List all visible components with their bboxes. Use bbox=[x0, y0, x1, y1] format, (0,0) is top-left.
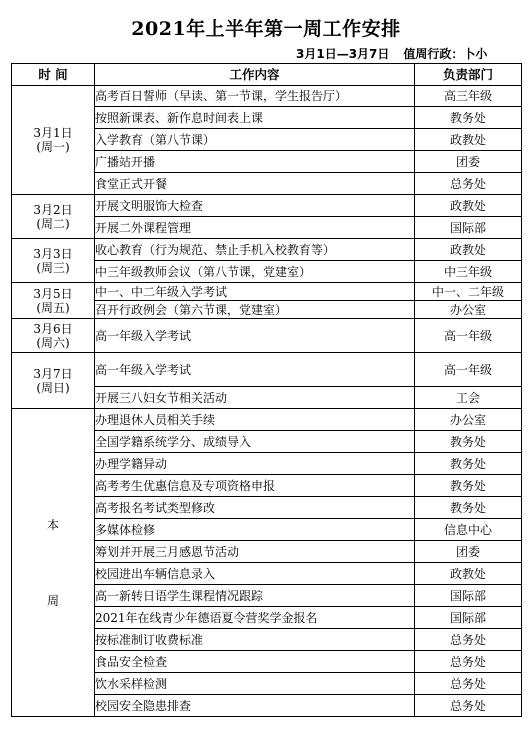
header-row bbox=[12, 64, 522, 86]
table-row bbox=[12, 195, 522, 217]
this-week-cell bbox=[12, 409, 95, 717]
department: 教务处 bbox=[415, 475, 522, 497]
department: 总务处 bbox=[415, 651, 522, 673]
header-content: 工作内容 bbox=[95, 64, 415, 86]
department: 政教处 bbox=[415, 195, 522, 217]
department: 国际部 bbox=[415, 607, 522, 629]
work-content: 开展三八妇女节相关活动 bbox=[95, 387, 415, 409]
work-content: 中三年级教师会议（第八节课，党建室） bbox=[95, 261, 415, 283]
date-cell bbox=[12, 319, 95, 353]
date-label: 3月6日 bbox=[33, 321, 73, 336]
table-row bbox=[12, 283, 522, 301]
department: 高一年级 bbox=[415, 319, 522, 353]
department: 总务处 bbox=[415, 629, 522, 651]
work-content: 食堂正式开餐 bbox=[95, 173, 415, 195]
work-content: 高考百日誓师（早读、第一节课，学生报告厅） bbox=[95, 86, 415, 107]
date-cell bbox=[12, 86, 95, 195]
department: 总务处 bbox=[415, 695, 522, 717]
duty-label: 值周行政： bbox=[403, 47, 464, 61]
date-cell bbox=[12, 239, 95, 283]
work-content: 高一新转日语学生课程情况跟踪 bbox=[95, 585, 415, 607]
department: 团委 bbox=[415, 541, 522, 563]
this-week-label bbox=[12, 518, 94, 608]
weekday-label: (周六) bbox=[36, 335, 70, 350]
date-label: 3月3日 bbox=[33, 246, 73, 261]
department: 中一、二年级 bbox=[415, 283, 522, 301]
department: 总务处 bbox=[415, 673, 522, 695]
weekday-label: (周日) bbox=[36, 380, 70, 395]
work-content: 高考报名考试类型修改 bbox=[95, 497, 415, 519]
work-content: 校园安全隐患排查 bbox=[95, 695, 415, 717]
department: 教务处 bbox=[415, 431, 522, 453]
department: 高一年级 bbox=[415, 353, 522, 387]
department: 教务处 bbox=[415, 107, 522, 129]
this-week-char: 周 bbox=[46, 593, 59, 608]
work-content: 按标准制订收费标准 bbox=[95, 629, 415, 651]
work-content: 入学教育（第八节课） bbox=[95, 129, 415, 151]
date-cell bbox=[12, 195, 95, 239]
table-row bbox=[12, 86, 522, 107]
work-content: 开展文明服饰大检查 bbox=[95, 195, 415, 217]
department: 国际部 bbox=[415, 585, 522, 607]
work-content: 开展二外课程管理 bbox=[95, 217, 415, 239]
schedule-table bbox=[11, 63, 522, 717]
work-content: 收心教育（行为规范、禁止手机入校教育等） bbox=[95, 239, 415, 261]
work-content: 校园进出车辆信息录入 bbox=[95, 563, 415, 585]
department: 政教处 bbox=[415, 129, 522, 151]
department: 教务处 bbox=[415, 497, 522, 519]
date-cell bbox=[12, 353, 95, 409]
subtitle-line bbox=[296, 45, 487, 62]
weekday-label: (周二) bbox=[36, 216, 70, 231]
department: 团委 bbox=[415, 151, 522, 173]
department: 中三年级 bbox=[415, 261, 522, 283]
date-label: 3月5日 bbox=[33, 286, 73, 301]
this-week-char: 本 bbox=[46, 517, 59, 532]
page-title: 2021年上半年第一周工作安排 bbox=[131, 18, 401, 40]
work-content: 饮水采样检测 bbox=[95, 673, 415, 695]
department: 办公室 bbox=[415, 301, 522, 319]
duty-name: 卜小 bbox=[463, 47, 488, 61]
work-content: 按照新课表、新作息时间表上课 bbox=[95, 107, 415, 129]
work-content: 办理学籍异动 bbox=[95, 453, 415, 475]
department: 办公室 bbox=[415, 409, 522, 431]
work-content: 筹划并开展三月感恩节活动 bbox=[95, 541, 415, 563]
department: 总务处 bbox=[415, 173, 522, 195]
schedule-body bbox=[12, 86, 522, 717]
work-content: 召开行政例会（第六节课，党建室） bbox=[95, 301, 415, 319]
department: 工会 bbox=[415, 387, 522, 409]
work-content: 中一、中二年级入学考试 bbox=[95, 283, 415, 301]
weekday-label: (周五) bbox=[36, 300, 70, 315]
work-content: 全国学籍系统学分、成绩导入 bbox=[95, 431, 415, 453]
work-content: 广播站开播 bbox=[95, 151, 415, 173]
table-row bbox=[12, 319, 522, 353]
date-label: 3月2日 bbox=[33, 202, 73, 217]
table-row bbox=[12, 409, 522, 431]
header-time: 时 间 bbox=[12, 64, 95, 86]
weekday-label: (周一) bbox=[36, 140, 70, 154]
weekday-label: (周三) bbox=[36, 260, 70, 275]
work-content: 高一年级入学考试 bbox=[95, 319, 415, 353]
header-dept: 负责部门 bbox=[415, 64, 522, 86]
work-content: 2021年在线青少年德语夏令营奖学金报名 bbox=[95, 607, 415, 629]
table-row bbox=[12, 239, 522, 261]
table-row bbox=[12, 353, 522, 387]
date-range: 3月1日—3月7日 bbox=[296, 47, 390, 61]
department: 信息中心 bbox=[415, 519, 522, 541]
date-label: 3月7日 bbox=[33, 366, 73, 381]
work-content: 食品安全检查 bbox=[95, 651, 415, 673]
department: 政教处 bbox=[415, 563, 522, 585]
department: 教务处 bbox=[415, 453, 522, 475]
work-content: 高考考生优惠信息及专项资格申报 bbox=[95, 475, 415, 497]
department: 国际部 bbox=[415, 217, 522, 239]
department: 高三年级 bbox=[415, 86, 522, 107]
work-content: 多媒体检修 bbox=[95, 519, 415, 541]
work-content: 办理退休人员相关手续 bbox=[95, 409, 415, 431]
date-cell bbox=[12, 283, 95, 319]
date-label: 3月1日 bbox=[33, 126, 73, 140]
work-content: 高一年级入学考试 bbox=[95, 353, 415, 387]
department: 政教处 bbox=[415, 239, 522, 261]
